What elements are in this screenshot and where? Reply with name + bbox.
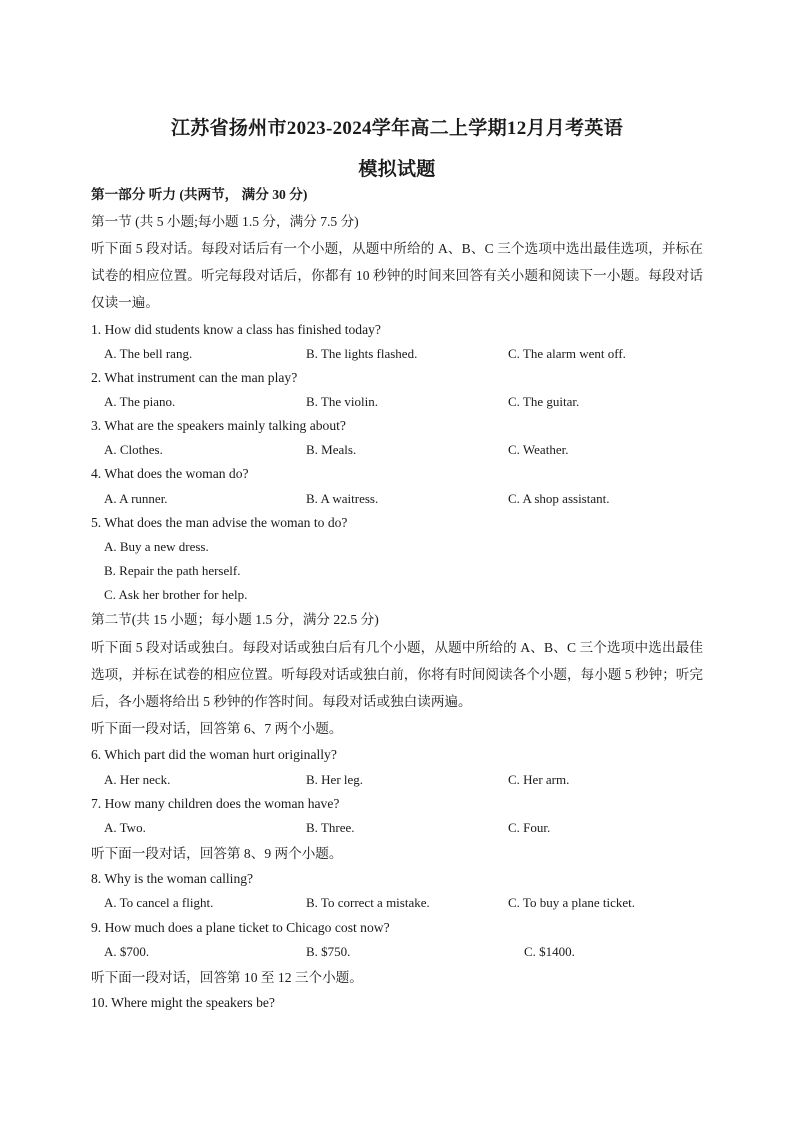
question-3-option-c: C. Weather. xyxy=(508,442,569,457)
question-4-option-b: B. A waitress. xyxy=(306,491,379,506)
question-10-stem: 10. Where might the speakers be? xyxy=(91,995,275,1010)
question-9-option-a: A. $700. xyxy=(104,944,150,959)
question-1-option-b: B. The lights flashed. xyxy=(306,346,418,361)
dialogue-intro-8-9: 听下面一段对话，回答第 8、9 两个小题。 xyxy=(91,846,343,861)
question-6-option-a: A. Her neck. xyxy=(104,772,171,787)
question-2-option-b: B. The violin. xyxy=(306,394,378,409)
document-title: 江苏省扬州市2023-2024学年高二上学期12月月考英语 xyxy=(170,118,624,139)
dialogue-intro-10-12: 听下面一段对话，回答第 10 至 12 三个小题。 xyxy=(91,970,363,985)
question-3-stem: 3. What are the speakers mainly talking about? xyxy=(91,418,346,433)
question-2-stem: 2. What instrument can the man play? xyxy=(91,370,298,385)
question-6-option-b: B. Her leg. xyxy=(306,772,364,787)
question-2-option-a: A. The piano. xyxy=(104,394,176,409)
question-5-stem: 5. What does the man advise the woman to do? xyxy=(91,515,348,530)
question-7-option-a: A. Two. xyxy=(104,820,146,835)
document-subtitle: 模拟试题 xyxy=(358,159,436,180)
question-6-option-c: C. Her arm. xyxy=(508,772,570,787)
section1-heading: 第一节 (共 5 小题;每小题 1.5 分，满分 7.5 分) xyxy=(91,214,359,229)
question-7-option-c: C. Four. xyxy=(508,820,551,835)
question-9-stem: 9. How much does a plane ticket to Chicago cost now? xyxy=(91,920,390,935)
question-7-option-b: B. Three. xyxy=(306,820,355,835)
question-2-option-c: C. The guitar. xyxy=(508,394,580,409)
question-1-stem: 1. How did students know a class has finished today? xyxy=(91,322,381,337)
question-8-option-b: B. To correct a mistake. xyxy=(306,895,430,910)
question-4-option-c: C. A shop assistant. xyxy=(508,491,610,506)
question-5-option-b: B. Repair the path herself. xyxy=(104,563,241,578)
question-1-option-a: A. The bell rang. xyxy=(104,346,193,361)
section2-instructions: 听下面 5 段对话或独白。每段对话或独白后有几个小题，从题中所给的 A、B、C 三个选项中选出最佳选项，并标在试卷的相应位置。听每段对话或独白前，你将有时间阅读各个小题，每小题 5 秒钟；听完后，各小题将给出 5 秒钟的作答时间。每段对话或独白读两遍。 xyxy=(91,640,703,709)
question-3-option-b: B. Meals. xyxy=(306,442,357,457)
dialogue-intro-6-7: 听下面一段对话，回答第 6、7 两个小题。 xyxy=(91,721,343,736)
question-4-option-a: A. A runner. xyxy=(104,491,168,506)
question-3-option-a: A. Clothes. xyxy=(104,442,163,457)
question-9-option-b: B. $750. xyxy=(306,944,351,959)
question-8-option-a: A. To cancel a flight. xyxy=(104,895,214,910)
question-8-stem: 8. Why is the woman calling? xyxy=(91,871,254,886)
question-4-stem: 4. What does the woman do? xyxy=(91,466,249,481)
section1-instructions: 听下面 5 段对话。每段对话后有一个小题，从题中所给的 A、B、C 三个选项中选出最佳选项，并标在试卷的相应位置。听完每段对话后，你都有 10 秒钟的时间来回答有关小题和阅读下一小题。每段对话仅读一遍。 xyxy=(91,241,703,310)
question-8-option-c: C. To buy a plane ticket. xyxy=(508,895,636,910)
question-7-stem: 7. How many children does the woman have? xyxy=(91,796,340,811)
question-5-option-a: A. Buy a new dress. xyxy=(104,539,209,554)
question-6-stem: 6. Which part did the woman hurt originally? xyxy=(91,747,337,762)
question-5-option-c: C. Ask her brother for help. xyxy=(104,587,248,602)
part1-heading: 第一部分 听力 (共两节， 满分 30 分) xyxy=(91,187,308,202)
question-9-option-c: C. $1400. xyxy=(524,944,575,959)
question-1-option-c: C. The alarm went off. xyxy=(508,346,626,361)
section2-heading: 第二节(共 15 小题；每小题 1.5 分，满分 22.5 分) xyxy=(91,612,379,627)
